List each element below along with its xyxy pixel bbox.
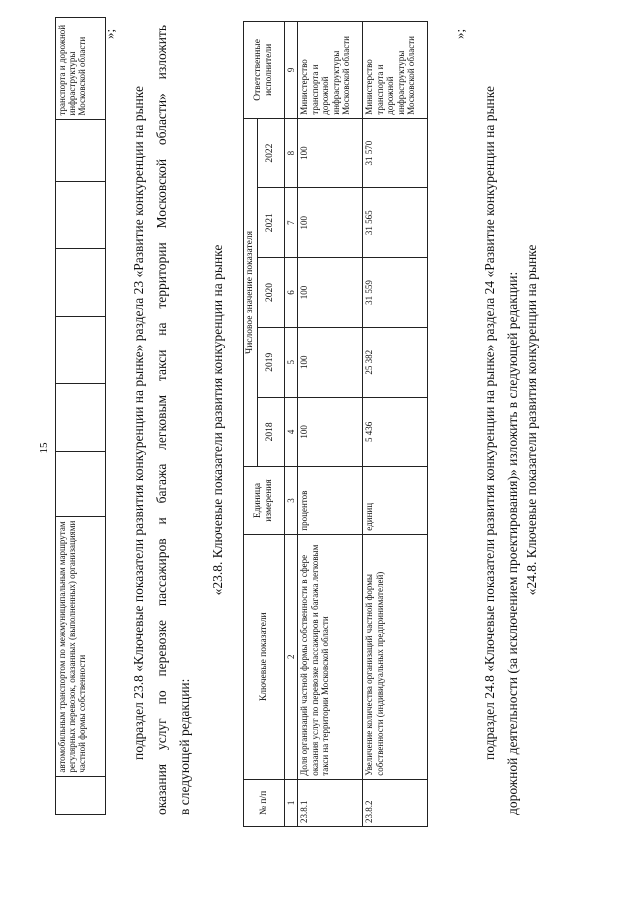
paragraph-line: в следующей редакции:	[177, 678, 192, 815]
row-value: 100	[298, 118, 363, 188]
closing-quote: »;	[452, 28, 467, 39]
header-indicator: Ключевые показатели	[244, 534, 285, 779]
indicators-table	[243, 21, 428, 827]
row-num: 23.8.2	[363, 779, 428, 826]
row-value: 31 565	[363, 188, 428, 258]
header-num: № п/п	[244, 779, 285, 826]
header-year: 2020	[257, 258, 284, 328]
row-responsible: Министерство транспорта и дорожной инфраструктуры Московской области	[363, 22, 428, 119]
row-value: 31 570	[363, 118, 428, 188]
section-heading: «24.8. Ключевые показатели развития конкуренции на рынке	[524, 244, 539, 596]
header-year: 2019	[257, 327, 284, 397]
row-value: 25 382	[363, 327, 428, 397]
row-value: 5 436	[363, 397, 428, 467]
continuation-table	[55, 17, 106, 815]
paragraph-line: дорожной деятельности (за исключением проектирования)» изложить в следующей редакции:	[505, 271, 520, 815]
paragraph-line: подраздел 23.8 «Ключевые показатели развития конкуренции на рынке» раздела 23 «Развитие конкуренции на рынке	[131, 86, 146, 760]
paragraph-line: подраздел 24.8 «Ключевые показатели развития конкуренции на рынке» раздела 24 «Развитие конкуренции на рынке	[482, 86, 497, 760]
row-unit: единиц	[363, 467, 428, 534]
header-value-group: Числовое значение показателя	[244, 118, 258, 467]
table-row	[298, 22, 363, 827]
row-responsible: Министерство транспорта и дорожной инфраструктуры Московской области	[298, 22, 363, 119]
header-row	[244, 22, 258, 827]
row-num: 23.8.1	[298, 779, 363, 826]
row-value: 31 559	[363, 258, 428, 328]
closing-quote: »;	[102, 28, 117, 39]
row-value: 100	[298, 188, 363, 258]
header-responsible: Ответственные исполнители	[244, 22, 285, 119]
row-value: 100	[298, 327, 363, 397]
row-value: 100	[298, 397, 363, 467]
continuation-indicator-text: автомобильным транспортом по межмуниципальным маршрутам регулярных перевозок, оказанных (выполненных) организациями частной формы собственности	[56, 517, 106, 776]
row-indicator: Доля организаций частной формы собственности в сфере оказания услуг по перевозке пассажиров и багажа легковым такси на территории Московской области	[298, 534, 363, 779]
row-value: 100	[298, 258, 363, 328]
page-number: 15	[38, 442, 50, 454]
header-year: 2018	[257, 397, 284, 467]
table-row	[363, 22, 428, 827]
header-year: 2022	[257, 118, 284, 188]
column-number-row: 1 2 3 4 5 6 7 8 9	[284, 22, 298, 827]
header-year: 2021	[257, 188, 284, 258]
continuation-responsible-text: транспорта и дорожной инфраструктуры Московской области	[56, 18, 106, 120]
header-unit: Единица измерения	[244, 467, 285, 534]
paragraph-line: оказания услуг по перевозке пассажиров и багажа легковым такси на территории Московской области» изложить	[154, 25, 169, 815]
section-heading: «23.8. Ключевые показатели развития конкуренции на рынке	[210, 244, 225, 596]
row-unit: процентов	[298, 467, 363, 534]
row-indicator: Увеличение количества организаций частной формы собственности (индивидуальных предпринимателей)	[363, 534, 428, 779]
table-row	[56, 18, 106, 815]
